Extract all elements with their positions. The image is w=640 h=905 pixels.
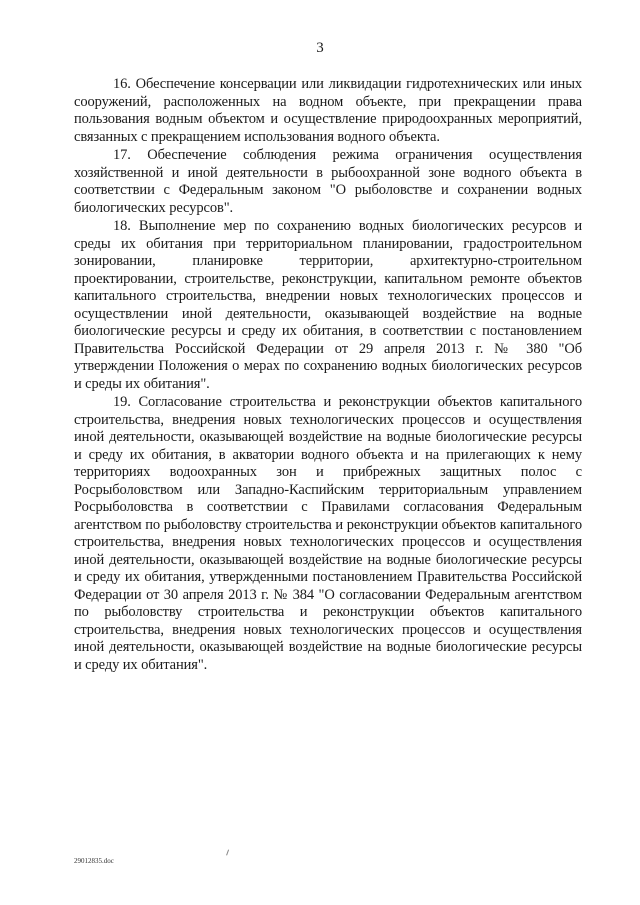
footer-filename: 29012835.doc <box>74 857 114 865</box>
paragraph-17: 17. Обеспечение соблюдения режима ограничения осуществления хозяйственной и иной деятельности в рыбоохранной зоне водного объекта в соответствии с Федеральным законом "О рыболовстве и сохранении водных биологических ресурсов". <box>74 147 582 216</box>
paragraph-19: 19. Согласование строительства и реконструкции объектов капитального строительства, внедрения новых технологических процессов и осуществления иной деятельности, оказывающей воздействие на водные биологические ресурсы и среду их обитания, в акватории водного объекта и на прилегающих к нему территориях водоохранных зон и прибрежных защитных полос с Росрыболовством или Западно-Каспийским территориальным управлением Росрыболовства в соответствии с Правилами согласования Федеральным агентством по рыболовству строительства и реконструкции объектов капитального строительства, внедрения новых технологических процессов и осуществления иной деятельности, оказывающей воздействие на водные биологические ресурсы и среду их обитания, утвержденными постановлением Правительства Российской Федерации от 30 апреля 2013 г. № 384 "О согласовании Федеральным агентством по рыболовству строительства и реконструкции объектов капитального строительства, внедрения новых технологических процессов и осуществления иной деятельности, оказывающей воздействие на водные биологические ресурсы и среду их обитания". <box>74 394 582 673</box>
scan-mark <box>226 849 232 856</box>
document-body <box>74 76 582 675</box>
page-number: 3 <box>316 40 324 56</box>
paragraph-18: 18. Выполнение мер по сохранению водных биологических ресурсов и среды их обитания при территориальном планировании, градостроительном зонировании, планировке территории, архитектурно-строительном проектировании, строительстве, реконструкции, капитальном ремонте объектов капитального строительства, внедрении новых технологических процессов и осуществлении иной деятельности, оказывающей воздействие на водные биологические ресурсы и среду их обитания, в соответствии с постановлением Правительства Российской Федерации от 29 апреля 2013 г. № 380 "Об утверждении Положения о мерах по сохранению водных биологических ресурсов и среды их обитания". <box>74 218 582 392</box>
paragraph-16: 16. Обеспечение консервации или ликвидации гидротехнических или иных сооружений, расположенных на водном объекте, при прекращении права пользования водным объектом и осуществление природоохранных мероприятий, связанных с прекращением использования водного объекта. <box>74 76 582 145</box>
